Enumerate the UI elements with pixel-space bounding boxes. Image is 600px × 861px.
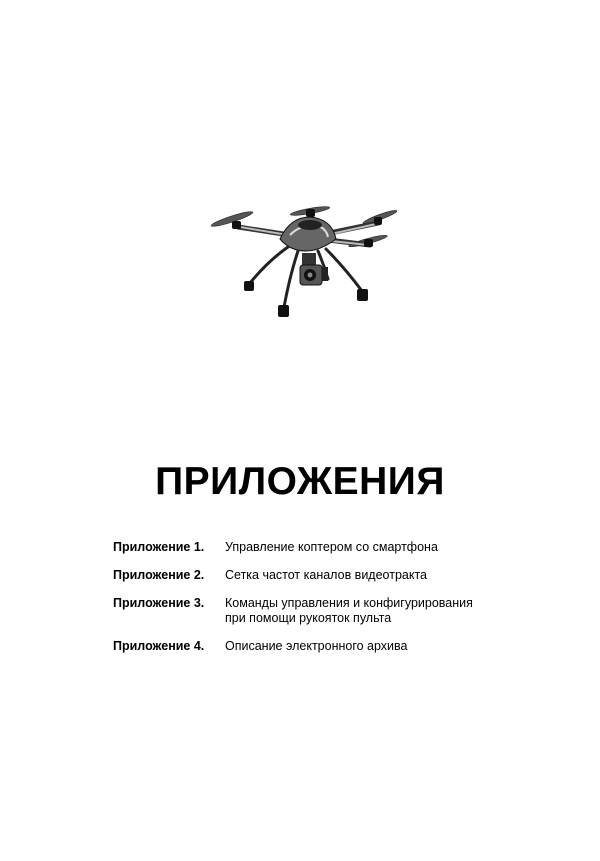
appendix-description-line: Сетка частот каналов видеотракта bbox=[225, 568, 428, 582]
appendix-list bbox=[113, 540, 533, 667]
appendix-label: Приложение 4. bbox=[113, 639, 205, 653]
appendix-description-line: при помощи рукояток пульта bbox=[225, 611, 392, 625]
appendix-item bbox=[113, 639, 533, 654]
appendix-description-line: Команды управления и конфигурирования bbox=[225, 596, 473, 610]
appendix-description bbox=[225, 596, 533, 626]
appendix-description bbox=[225, 540, 533, 555]
appendix-item bbox=[113, 540, 533, 555]
appendix-description bbox=[225, 639, 533, 654]
appendix-label: Приложение 3. bbox=[113, 596, 205, 610]
appendix-description-line: Управление коптером со смартфона bbox=[225, 540, 438, 554]
appendix-description bbox=[225, 568, 533, 583]
appendix-item bbox=[113, 568, 533, 583]
quadcopter-drone-icon bbox=[210, 195, 400, 325]
appendix-label: Приложение 1. bbox=[113, 540, 205, 554]
page-title: ПРИЛОЖЕНИЯ bbox=[155, 460, 445, 503]
appendix-item bbox=[113, 596, 533, 626]
appendix-description-line: Описание электронного архива bbox=[225, 639, 408, 653]
appendix-label: Приложение 2. bbox=[113, 568, 205, 582]
